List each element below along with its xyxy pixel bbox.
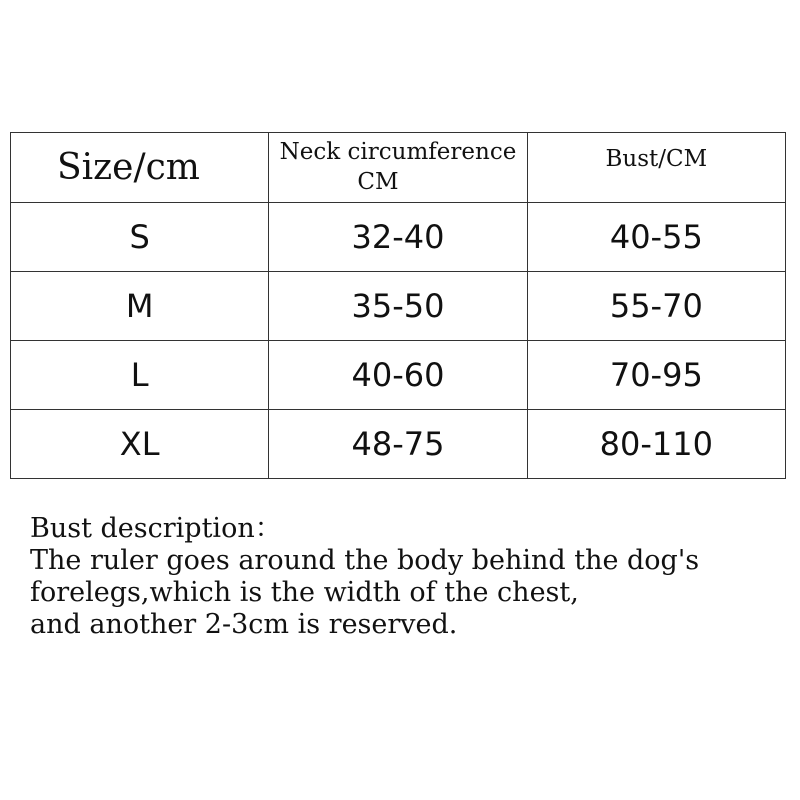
table-row [11, 203, 786, 272]
neck-cell: 40-60 [269, 341, 527, 410]
description-line: The ruler goes around the body behind the dog's [30, 545, 700, 576]
header-size: Size/cm [11, 133, 269, 203]
bust-cell: 80-110 [527, 410, 785, 479]
table-row [11, 272, 786, 341]
table-row [11, 341, 786, 410]
description-title: Bust description： [30, 513, 282, 544]
neck-cell: 35-50 [269, 272, 527, 341]
neck-cell: 32-40 [269, 203, 527, 272]
size-cell: M [11, 272, 269, 341]
bust-cell: 70-95 [527, 341, 785, 410]
description-line: and another 2-3cm is reserved. [30, 609, 458, 640]
neck-cell: 48-75 [269, 410, 527, 479]
size-cell: L [11, 341, 269, 410]
table-header-row [11, 133, 786, 203]
size-chart-table [10, 132, 786, 479]
header-neck-line1: Neck circumference [279, 139, 517, 165]
header-neck [269, 133, 527, 203]
bust-description [30, 513, 790, 641]
bust-cell: 55-70 [527, 272, 785, 341]
size-cell: S [11, 203, 269, 272]
size-cell: XL [11, 410, 269, 479]
header-bust: Bust/CM [527, 133, 785, 203]
bust-cell: 40-55 [527, 203, 785, 272]
header-neck-line2: CM [357, 169, 399, 195]
table-row [11, 410, 786, 479]
description-line: forelegs,which is the width of the chest, [30, 577, 579, 608]
